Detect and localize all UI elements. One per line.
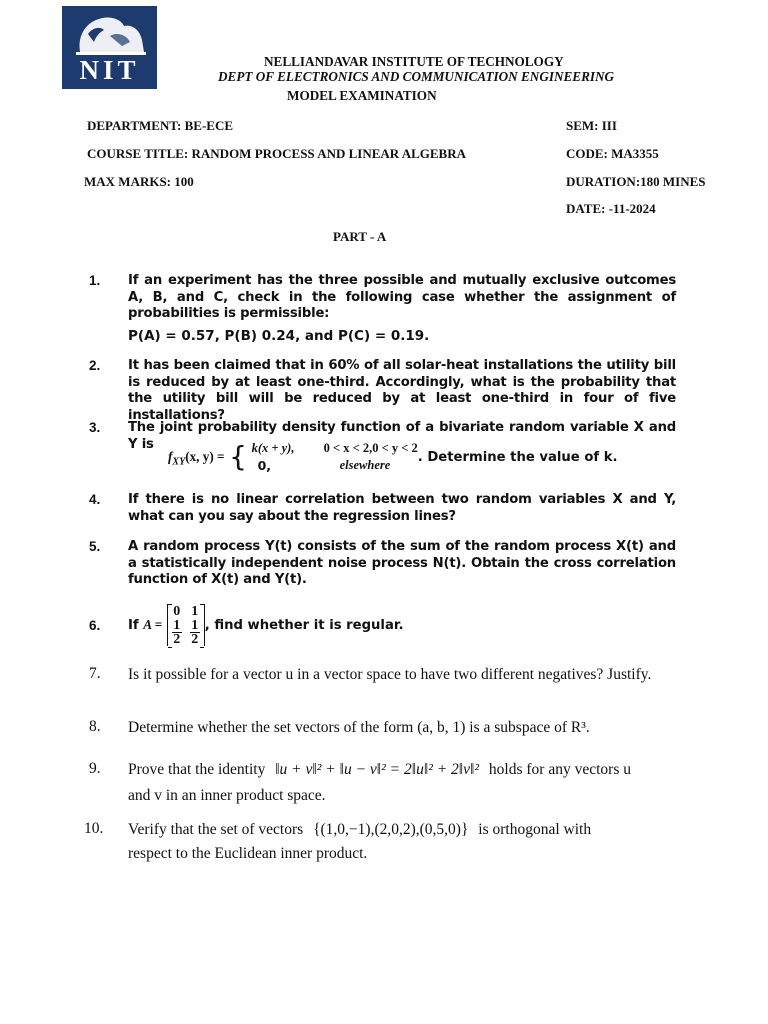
question-tail: is orthogonal with — [478, 821, 592, 838]
question-number: 4. — [89, 492, 101, 507]
question-line-1 — [128, 820, 698, 840]
department-heading: DEPT OF ELECTRONICS AND COMMUNICATION ENGINEERING — [218, 69, 615, 84]
brace-icon: { — [229, 440, 247, 473]
question-text: Is it possible for a vector u in a vector space to have two different negatives? Justify. — [128, 666, 652, 683]
case-2-cond: elsewhere — [339, 458, 391, 472]
case-1-cond: 0 < x < 2,0 < y < 2 — [323, 441, 418, 455]
institute-name: NELLIANDAVAR INSTITUTE OF TECHNOLOGY — [264, 54, 564, 69]
fraction-denominator: 2 — [173, 632, 181, 647]
matrix-cell-22 — [190, 619, 200, 646]
question-number: 6. — [89, 618, 101, 633]
question-tail: , find whether it is regular. — [204, 618, 404, 633]
question-text: Determine whether the set vectors of the form (a, b, 1) is a subspace of R³. — [128, 719, 590, 736]
probability-values: P(A) = 0.57, P(B) 0.24, and P(C) = 0.19. — [128, 328, 430, 344]
question-prefix: Verify that the set of vectors — [128, 821, 304, 838]
matrix-question — [128, 604, 403, 646]
part-heading: PART - A — [333, 229, 387, 244]
fraction-numerator: 1 — [173, 618, 181, 633]
piecewise-cases — [252, 440, 418, 474]
meta-department: DEPARTMENT: BE-ECE — [87, 118, 234, 133]
vector-set: {(1,0,−1),(2,0,2),(0,5,0)} — [313, 821, 469, 838]
meta-sem: SEM: III — [566, 118, 617, 133]
meta-course-title: COURSE TITLE: RANDOM PROCESS AND LINEAR ALGEBRA — [87, 146, 466, 161]
question-text: It has been claimed that in 60% of all solar-heat installations the utility bill is reduced by at least one-third. Accordingly, what is the probability that the utility bill will be reduced by at least one-third in four of five installations? — [128, 358, 676, 423]
question-number: 9. — [89, 760, 101, 777]
matrix-A — [167, 604, 205, 646]
question-number: 2. — [89, 358, 101, 373]
case-1-expr: k(x + y), — [251, 441, 295, 455]
question-number: 7. — [89, 665, 101, 682]
question-number: 5. — [89, 539, 101, 554]
question-tail: . Determine the value of k. — [417, 450, 618, 465]
meta-duration: DURATION:180 MINES — [566, 174, 706, 189]
pdf-symbol: f — [168, 449, 173, 464]
question-line-2: and v in an inner product space. — [128, 787, 326, 804]
question-text: If there is no linear correlation between two random variables X and Y, what can you say about the regression lines? — [128, 492, 676, 524]
question-prefix: If — [128, 618, 139, 633]
question-text: A random process Y(t) consists of the sum of the random process X(t) and a statistically independent noise process N(t). Obtain the cross correlation function of X(t) and Y(t). — [128, 539, 676, 587]
institute-logo — [62, 6, 157, 89]
matrix-cell-12: 1 — [191, 604, 199, 619]
exam-title: MODEL EXAMINATION — [287, 88, 437, 103]
question-number: 1. — [89, 273, 101, 288]
matrix-cell-21 — [172, 619, 182, 646]
question-number: 3. — [89, 420, 101, 435]
question-line-1 — [128, 760, 698, 780]
lion-emblem-icon — [70, 12, 150, 58]
question-line-2: respect to the Euclidean inner product. — [128, 845, 368, 862]
question-number: 10. — [84, 820, 104, 837]
fraction-denominator: 2 — [191, 632, 199, 647]
question-prefix: Prove that the identity — [128, 761, 266, 778]
norm-identity: ‖u + v‖² + ‖u − v‖² = 2‖u‖² + 2‖v‖² — [275, 761, 480, 778]
meta-code: CODE: MA3355 — [566, 146, 659, 161]
logo-wordmark: NIT — [79, 55, 140, 85]
pdf-subscript: XY — [172, 456, 186, 468]
matrix-cell-11: 0 — [173, 604, 181, 619]
matrix-var: A = — [143, 617, 163, 632]
question-number: 8. — [89, 718, 101, 735]
question-text: The joint probability density function of a bivariate random variable X and Y is — [128, 420, 676, 452]
case-2-expr: 0, — [257, 458, 272, 473]
question-tail: holds for any vectors u — [488, 761, 631, 778]
pdf-args: (x, y) = — [185, 449, 225, 464]
meta-max-marks: MAX MARKS: 100 — [84, 174, 194, 189]
meta-date: DATE: -11-2024 — [566, 201, 656, 216]
fraction-numerator: 1 — [191, 618, 199, 633]
question-text: If an experiment has the three possible and mutually exclusive outcomes A, B, and C, check in the following case whether the assignment of probabilities is permissible: — [128, 273, 676, 321]
joint-pdf-formula — [168, 440, 617, 474]
